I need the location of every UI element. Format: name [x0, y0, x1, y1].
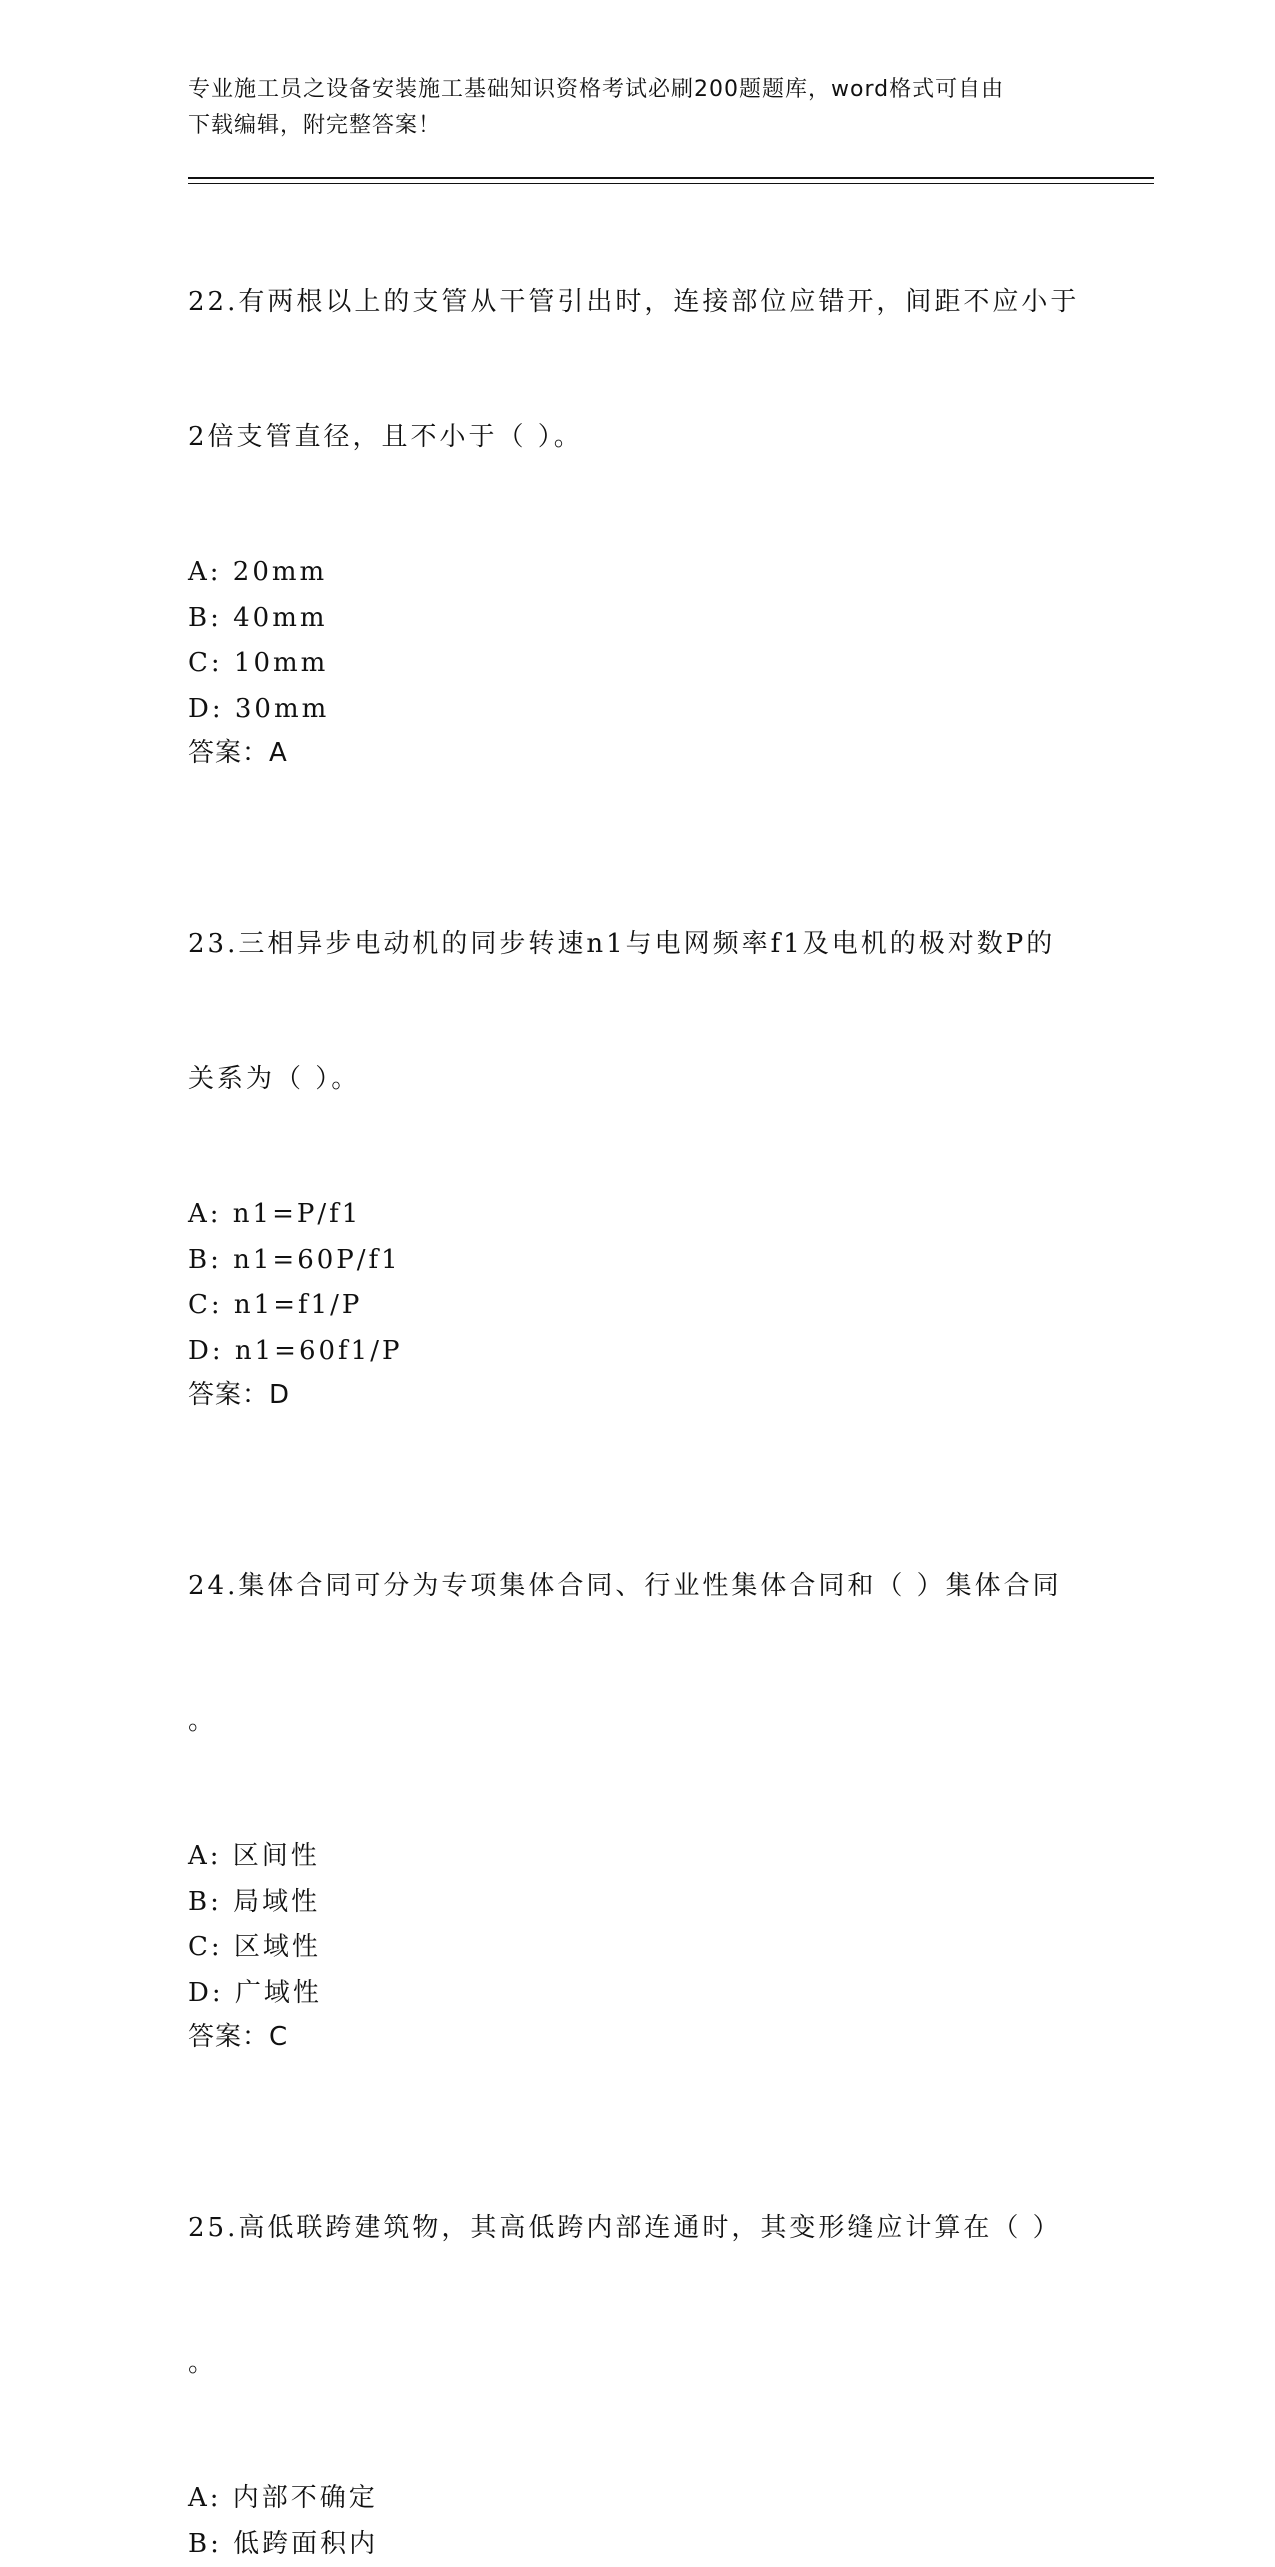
header-divider-thick: [188, 177, 1154, 179]
option-c: C: 10mm: [188, 641, 1088, 687]
answer: 答案：A: [188, 732, 1088, 775]
question-spacer: [188, 1417, 1088, 1474]
question-stem: [188, 832, 1088, 1192]
question-stem-line: 25.高低联跨建筑物，其高低跨内部连通时，其变形缝应计算在（ ）: [188, 2206, 1088, 2251]
option-a: A: 内部不确定: [188, 2476, 1088, 2522]
question-stem-line: 关系为（ ）。: [188, 1057, 1088, 1102]
option-c: C: 区域性: [188, 1925, 1088, 1971]
option-a: A: 区间性: [188, 1834, 1088, 1880]
question-stem-line: 2倍支管直径，且不小于（ ）。: [188, 415, 1088, 460]
option-b: B: 低跨面积内: [188, 2522, 1088, 2567]
question-list: [188, 190, 1088, 2567]
option-b: B: n1=60P/f1: [188, 1238, 1088, 1284]
answer: 答案：D: [188, 1374, 1088, 1417]
answer: 答案：C: [188, 2016, 1088, 2059]
header-line-2: 下载编辑，附完整答案！: [188, 108, 1068, 144]
option-b: B: 40mm: [188, 596, 1088, 642]
option-a: A: n1=P/f1: [188, 1192, 1088, 1238]
question-spacer: [188, 2059, 1088, 2116]
option-d: D: 30mm: [188, 687, 1088, 733]
option-b: B: 局域性: [188, 1880, 1088, 1926]
header-divider-thin: [188, 183, 1154, 184]
question-24: [188, 1474, 1088, 2059]
header-line-1: 专业施工员之设备安装施工基础知识资格考试必刷200题题库，word格式可自由: [188, 72, 1068, 108]
document-header: [188, 72, 1068, 144]
option-c: C: n1=f1/P: [188, 1283, 1088, 1329]
question-spacer: [188, 775, 1088, 832]
question-23: [188, 832, 1088, 1417]
option-d: D: 广域性: [188, 1971, 1088, 2017]
question-stem-line: 23.三相异步电动机的同步转速n1与电网频率f1及电机的极对数P的: [188, 922, 1088, 967]
question-stem-line: 22.有两根以上的支管从干管引出时，连接部位应错开，间距不应小于: [188, 280, 1088, 325]
option-d: D: n1=60f1/P: [188, 1329, 1088, 1375]
option-a: A: 20mm: [188, 550, 1088, 596]
question-stem-line: 。: [188, 2341, 1088, 2386]
question-22: [188, 190, 1088, 775]
question-25: [188, 2116, 1088, 2567]
question-stem: [188, 2116, 1088, 2476]
question-stem: [188, 1474, 1088, 1834]
question-stem-line: 。: [188, 1699, 1088, 1744]
question-stem: [188, 190, 1088, 550]
question-stem-line: 24.集体合同可分为专项集体合同、行业性集体合同和（ ）集体合同: [188, 1564, 1088, 1609]
